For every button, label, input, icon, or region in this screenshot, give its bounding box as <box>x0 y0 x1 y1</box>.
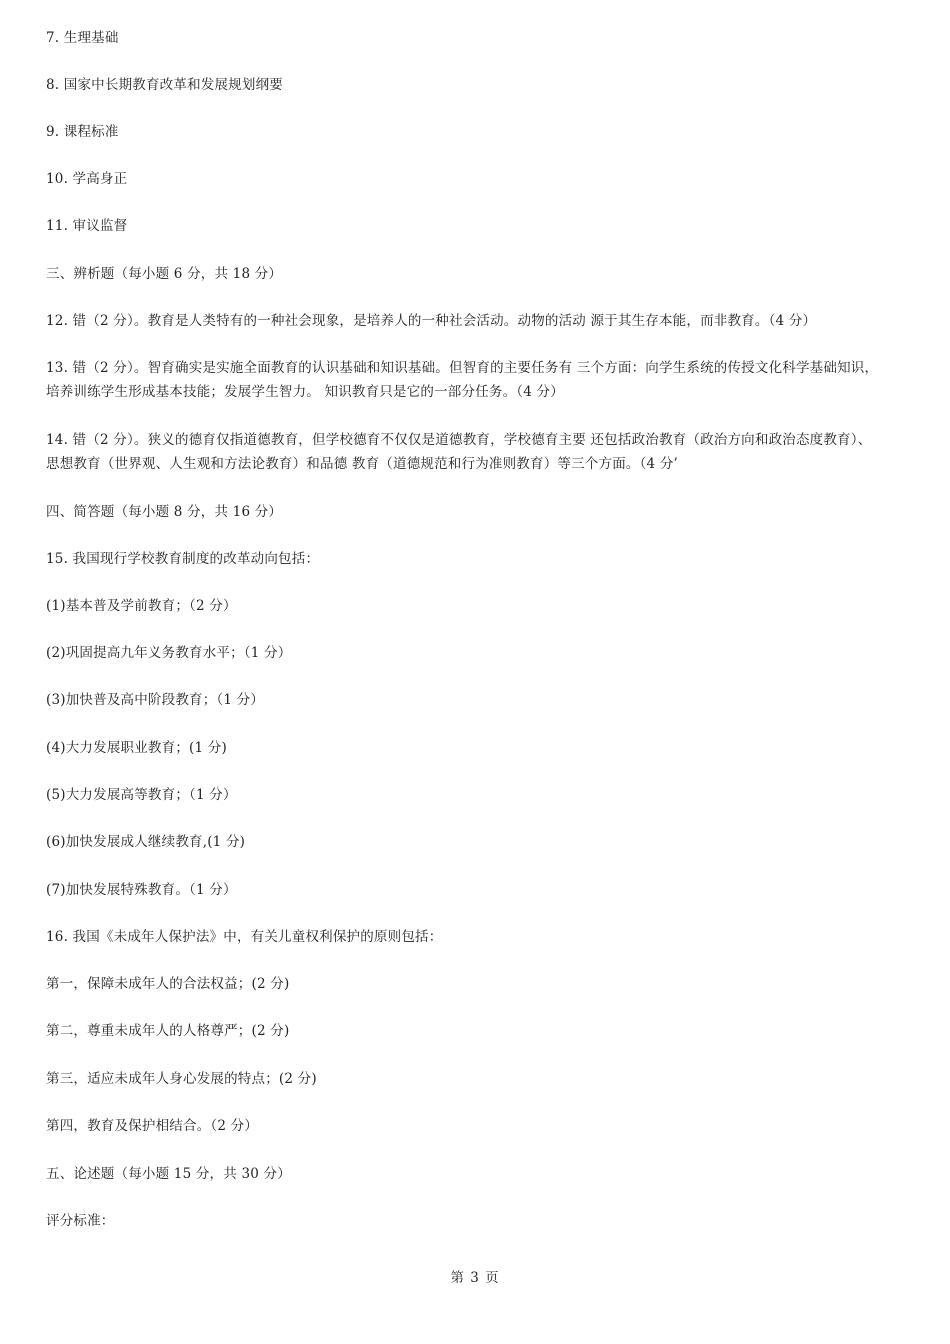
answer-16-item-1: 第一，保障未成年人的合法权益；(2 分) <box>46 976 290 992</box>
answer-14-line-2: 思想教育（世界观、人生观和方法论教育）和品德 教育（道德规范和行为准则教育）等三个方面。（4 分’ <box>46 456 679 472</box>
answer-13-line-1: 13. 错（2 分）。智育确实是实施全面教育的认识基础和知识基础。但智育的主要任务有 三个方面：向学生系统的传授文化科学基础知识， <box>46 360 879 376</box>
page-number: 第 3 页 <box>450 1270 500 1286</box>
answer-15-item-4: (4)大力发展职业教育；(1 分) <box>46 740 227 756</box>
answer-8: 8. 国家中长期教育改革和发展规划纲要 <box>46 77 283 93</box>
answer-16-item-4: 第四，教育及保护相结合。（2 分） <box>46 1118 259 1134</box>
grading-criteria-label: 评分标准： <box>46 1213 115 1229</box>
section-heading-4: 四、简答题（每小题 8 分，共 16 分） <box>46 504 283 520</box>
answer-16-item-3: 第三，适应未成年人身心发展的特点；(2 分) <box>46 1071 317 1087</box>
answer-13-line-2: 培养训练学生形成基本技能；发展学生智力。 知识教育只是它的一部分任务。（4 分） <box>46 384 564 400</box>
answer-15-item-3: (3)加快普及高中阶段教育；（1 分） <box>46 692 265 708</box>
answer-9: 9. 课程标准 <box>46 124 119 140</box>
section-heading-3: 三、辨析题（每小题 6 分，共 18 分） <box>46 266 283 282</box>
section-heading-5: 五、论述题（每小题 15 分，共 30 分） <box>46 1166 291 1182</box>
answer-10: 10. 学高身正 <box>46 171 128 187</box>
answer-15-item-5: (5)大力发展高等教育；（1 分） <box>46 787 237 803</box>
answer-15-item-6: (6)加快发展成人继续教育,(1 分) <box>46 834 246 850</box>
answer-11: 11. 审议监督 <box>46 218 128 234</box>
answer-12: 12. 错（2 分）。教育是人类特有的一种社会现象，是培养人的一种社会活动。动物的活动 源于其生存本能，而非教育。（4 分） <box>46 313 817 329</box>
answer-15-item-7: (7)加快发展特殊教育。（1 分） <box>46 882 237 898</box>
answer-16-item-2: 第二，尊重未成年人的人格尊严；(2 分) <box>46 1023 290 1039</box>
answer-15-intro: 15. 我国现行学校教育制度的改革动向包括： <box>46 551 320 567</box>
answer-16-intro: 16. 我国《未成年人保护法》中，有关儿童权利保护的原则包括： <box>46 929 443 945</box>
answer-15-item-2: (2)巩固提高九年义务教育水平；（1 分） <box>46 645 292 661</box>
answer-7: 7. 生理基础 <box>46 30 119 46</box>
answer-14-line-1: 14. 错（2 分）。狭义的德育仅指道德教育，但学校德育不仅仅是道德教育，学校德育主要 还包括政治教育（政治方向和政治态度教育）、 <box>46 432 872 448</box>
answer-15-item-1: (1)基本普及学前教育；（2 分） <box>46 598 237 614</box>
